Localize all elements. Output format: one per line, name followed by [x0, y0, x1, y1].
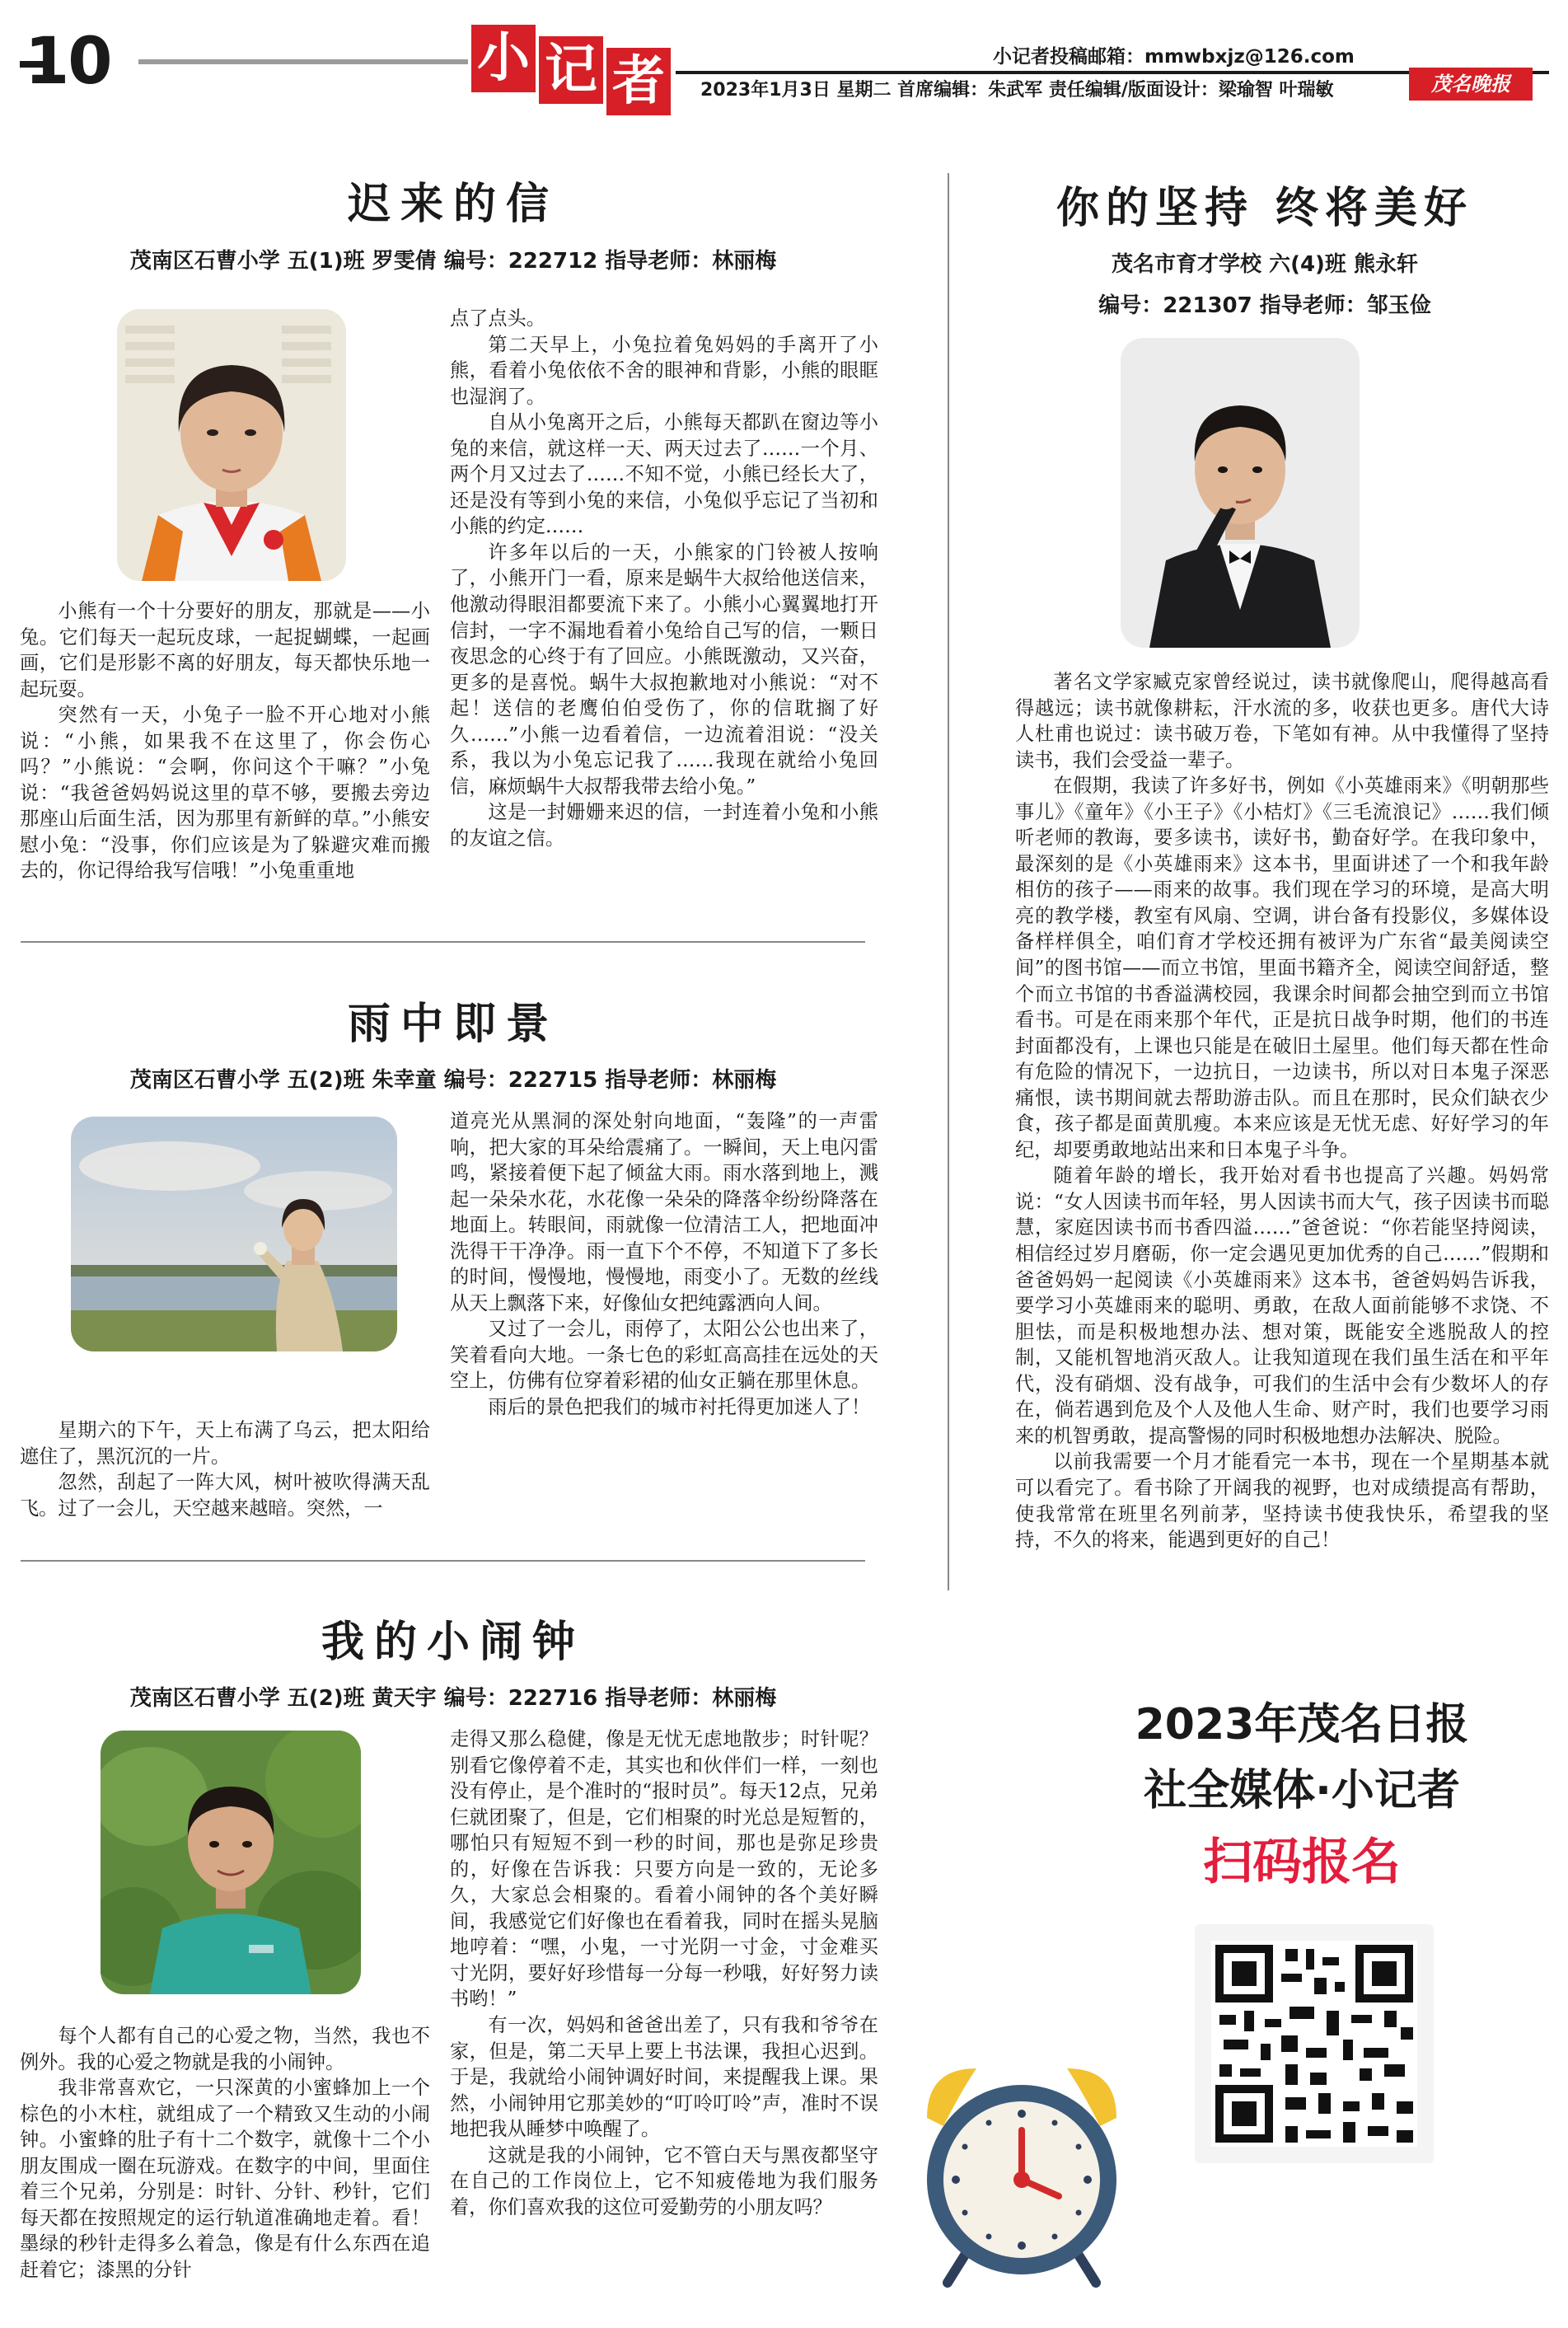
article-byline: 茂南区石曹小学 五(2)班 黄天宇 编号：222716 指导老师：林丽梅 — [129, 1686, 777, 1711]
qr-code-icon — [1195, 1924, 1434, 2163]
paragraph: 小熊有一个十分要好的朋友，那就是——小兔。它们每天一起玩皮球，一起捉蝴蝶，一起画画，它们是形影不离的好朋友，每天都快乐地一起玩耍。 — [20, 600, 430, 700]
paragraph: 第二天早上，小兔拉着兔妈妈的手离开了小熊，看着小兔依依不舍的眼神和背影，小熊的眼眶也湿润了。 — [450, 333, 878, 408]
column-logo-char-2: 记 — [539, 36, 603, 104]
alarm-clock-icon — [910, 2044, 1133, 2291]
article-text-right — [450, 306, 878, 851]
article-byline: 茂名市育才学校 六(4)班 熊永轩 — [1112, 252, 1418, 277]
author-photo — [1121, 338, 1360, 648]
promo-line-1: 2023年茂名日报 — [1135, 1700, 1469, 1750]
article-text-right — [450, 1108, 878, 1421]
article-text-right — [450, 1726, 878, 2220]
boy-suit-portrait-image — [1121, 338, 1360, 648]
qr-code-frame[interactable] — [1195, 1924, 1434, 2163]
page-number: 10 — [25, 25, 111, 99]
paragraph: 有一次，妈妈和爸爸出差了，只有我和爷爷在家，但是，第二天早上要上书法课，我担心迟到。于是，我就给小闹钟调好时间，来提醒我上课。果然，小闹钟用它那美妙的“叮呤叮呤”声，准时不误地把我从睡梦中唤醒了。 — [450, 2014, 878, 2141]
article-text-left — [20, 598, 430, 884]
column-divider — [948, 173, 949, 1590]
paragraph: 道亮光从黑洞的深处射向地面，“轰隆”的一声雷响，把大家的耳朵给震痛了。一瞬间，天上电闪雷鸣，紧接着便下起了倾盆大雨。雨水落到地上，溅起一朵朵水花，水花像一朵朵的降落伞纷纷降落在地面上。转眼间，雨就像一位清洁工人，把地面冲洗得干干净净。雨一直下个不停，不知道下了多长的时间，慢慢地，慢慢地，雨变小了。无数的丝线从天上飘落下来，好像仙女把纯露洒向人间。 — [450, 1110, 878, 1314]
paragraph: 这就是我的小闹钟，它不管白天与黑夜都坚守在自己的工作岗位上，它不知疲倦地为我们服务着，你们喜欢我的这位可爱勤劳的小朋友吗？ — [450, 2143, 878, 2218]
article-byline: 茂南区石曹小学 五(1)班 罗雯倩 编号：222712 指导老师：林丽梅 — [129, 249, 777, 274]
article-text — [1015, 669, 1549, 1553]
article-title: 雨中即景 — [347, 1000, 559, 1049]
paragraph: 许多年以后的一天，小熊家的门铃被人按响了，小熊开门一看，原来是蜗牛大叔给他送信来，他激动得眼泪都要流下来了。小熊小心翼翼地打开信封，一字不漏地看着小兔给自己写的信，一颗日夜思念的心终于有了回应。小熊既激动，又兴奋，更多的是喜悦。蜗牛大叔抱歉地对小熊说：“对不起！送信的老鹰伯伯受伤了，你的信耽搁了好久……”小熊一边看着信，一边流着泪说：“没关系，我以为小兔忘记我了……我现在就给小兔回信，麻烦蜗牛大叔帮我带去给小兔。” — [450, 541, 878, 798]
paragraph: 在假期，我读了许多好书，例如《小英雄雨来》《明朝那些事儿》《童年》《小王子》《小桔灯》《三毛流浪记》……我们倾听老师的教诲，要多读书，读好书，勤奋好学。在我印象中，最深刻的是《小英雄雨来》这本书，里面讲述了一个和我年龄相仿的孩子——雨来的故事。我们现在学习的环境，是高大明亮的教学楼，教室有风扇、空调，讲台备有投影仪，多媒体设备样样俱全，咱们育才学校还拥有被评为广东省“最美阅读空间”的图书馆——而立书馆，里面书籍齐全，阅读空间舒适，整个而立书馆的书香溢满校园，我课余时间都会抽空到而立书馆看书。可是在雨来那个年代，正是抗日战争时期，他们的书连封面都没有，上课也只能是在破旧土屋里。他们每天都在性命有危险的情况下，一边抗日，一边读书，所以对日本鬼子深恶痛恨，读书期间就去帮助游击队。而且在那时，民众们缺衣少食，孩子都是面黄肌瘦。本来应该是无忧无虑、好好学习的年纪，却要勇敢地站出来和日本鬼子斗争。 — [1015, 775, 1549, 1161]
author-photo — [101, 1731, 361, 1994]
promo-line-3: 扫码报名 — [1203, 1834, 1401, 1891]
paragraph: 随着年龄的增长，我开始对看书也提高了兴趣。妈妈常说：“女人因读书而年轻，男人因读书而大气，孩子因读书而聪慧，家庭因读书而书香四溢……”爸爸说：“你若能坚持阅读，相信经过岁月磨砺，你一定会遇见更加优秀的自己……”假期和爸爸妈妈一起阅读《小英雄雨来》这本书，爸爸妈妈告诉我，要学习小英雄雨来的聪明、勇敢，在敌人面前能够不求饶、不胆怯，而是积极地想办法、想对策，既能安全逃脱敌人的控制，又能机智地消灭敌人。让我知道现在我们虽生活在和平年代，没有硝烟、没有战争，可我们的生活中会有少数坏人的存在，倘若遇到危及个人及他人生命、财产时，我们也要学习雨来的机智勇敢，提高警惕的同时积极地想办法解决、脱险。 — [1015, 1164, 1549, 1447]
section-divider-1 — [21, 941, 865, 943]
article-title: 你的坚持 终将美好 — [1055, 184, 1474, 233]
girl-portrait-image — [117, 309, 346, 581]
column-logo-char-3: 者 — [606, 48, 671, 115]
paragraph: 忽然，刮起了一阵大风，树叶被吹得满天乱飞。过了一会儿，天空越来越暗。突然，一 — [20, 1471, 430, 1520]
masthead-logo: 茂名晚报 — [1409, 68, 1533, 101]
paragraph: 雨后的景色把我们的城市衬托得更加迷人了！ — [488, 1396, 871, 1419]
paragraph: 突然有一天，小兔子一脸不开心地对小熊说：“小熊，如果我不在这里了，你会伤心吗？”小熊说：“会啊，你问这个干嘛？”小兔说：“我爸爸妈妈说这里的草不够，要搬去旁边那座山后面生活，因为那里有新鲜的草。”小熊安慰小兔：“没事，你们应该是为了躲避灾难而搬去的，你记得给我写信哦！”小兔重重地 — [20, 704, 430, 883]
paragraph: 点了点头。 — [450, 307, 545, 330]
dateline: 2023年1月3日 星期二 首席编辑：朱武军 责任编辑/版面设计：梁瑜智 叶瑞敏 — [700, 80, 1334, 101]
article-text-left — [20, 2023, 430, 2283]
author-photo — [117, 309, 346, 581]
paragraph: 这是一封姗姗来迟的信，一封连着小兔和小熊的友谊之信。 — [450, 801, 878, 850]
paragraph: 以前我需要一个月才能看完一本书，现在一个星期基本就可以看完了。看书除了开阔我的视野，也对成绩提高有帮助，使我常常在班里名列前茅，坚持读书使我快乐，希望我的坚持，不久的将来，能遇到更好的自己！ — [1015, 1450, 1549, 1552]
paragraph: 星期六的下午，天上布满了乌云，把太阳给遮住了，黑沉沉的一片。 — [20, 1419, 430, 1468]
header-rule-gray — [138, 59, 468, 64]
article-title: 迟来的信 — [347, 180, 559, 229]
boy-portrait-image — [101, 1731, 361, 1994]
paragraph: 自从小兔离开之后，小熊每天都趴在窗边等小兔的来信，就这样一天、两天过去了……一个月、两个月又过去了……不知不觉，小熊已经长大了，还是没有等到小兔的来信，小兔似乎忘记了当初和小熊的约定…… — [450, 411, 878, 538]
article-text-left — [20, 1417, 430, 1521]
submission-email: 小记者投稿邮箱：mmwbxjz@126.com — [993, 46, 1355, 68]
girl-by-lake-image — [71, 1117, 397, 1351]
alarm-clock-illustration — [910, 2044, 1133, 2291]
article-title: 我的小闹钟 — [321, 1618, 585, 1667]
column-logo-char-1: 小 — [471, 25, 536, 92]
paragraph: 著名文学家臧克家曾经说过，读书就像爬山，爬得越高看得越远；读书就像耕耘，汗水流的多，收获也更多。唐代大诗人杜甫也说过：读书破万卷，下笔如有神。从中我懂得了坚持读书，我们会受益一辈子。 — [1015, 671, 1549, 771]
article-byline: 茂南区石曹小学 五(2)班 朱幸童 编号：222715 指导老师：林丽梅 — [129, 1068, 777, 1093]
paragraph: 又过了一会儿，雨停了，太阳公公也出来了，笑着看向大地。一条七色的彩虹高高挂在远处的天空上，仿佛有位穿着彩裙的仙女正躺在那里休息。 — [450, 1318, 878, 1393]
section-divider-2 — [21, 1560, 865, 1562]
author-photo — [71, 1117, 397, 1351]
paragraph: 每个人都有自己的心爱之物，当然，我也不例外。我的心爱之物就是我的小闹钟。 — [20, 2025, 430, 2073]
article-byline-code: 编号：221307 指导老师：邹玉俭 — [1098, 293, 1431, 318]
promo-line-2: 社全媒体·小记者 — [1144, 1766, 1460, 1815]
paragraph: 走得又那么稳健，像是无忧无虑地散步；时针呢？别看它像停着不走，其实也和伙伴们一样，一刻也没有停止，是个准时的“报时员”。每天12点，兄弟仨就团聚了，但是，它们相聚的时光总是短暂的，哪怕只有短短不到一秒的时间，那也是弥足珍贵的，好像在告诉我：只要方向是一致的，无论多久，大家总会相聚的。看着小闹钟的各个美好瞬间，我感觉它们好像也在看着我，同时在摇头晃脑地哼着：“嘿，小鬼，一寸光阴一寸金，寸金难买寸光阴，要好好珍惜每一分每一秒哦，好好努力读书哟！” — [450, 1728, 878, 2011]
paragraph: 我非常喜欢它，一只深黄的小蜜蜂加上一个棕色的小木柱，就组成了一个精致又生动的小闹钟。小蜜蜂的肚子有十二个数字，就像十二个小朋友围成一圈在玩游戏。在数字的中间，里面住着三个兄弟，分别是：时针、分针、秒针，它们每天都在按照规定的运行轨道准确地走着。看！墨绿的秒针走得多么着急，像是有什么东西在追赶着它；漆黑的分针 — [20, 2077, 430, 2281]
